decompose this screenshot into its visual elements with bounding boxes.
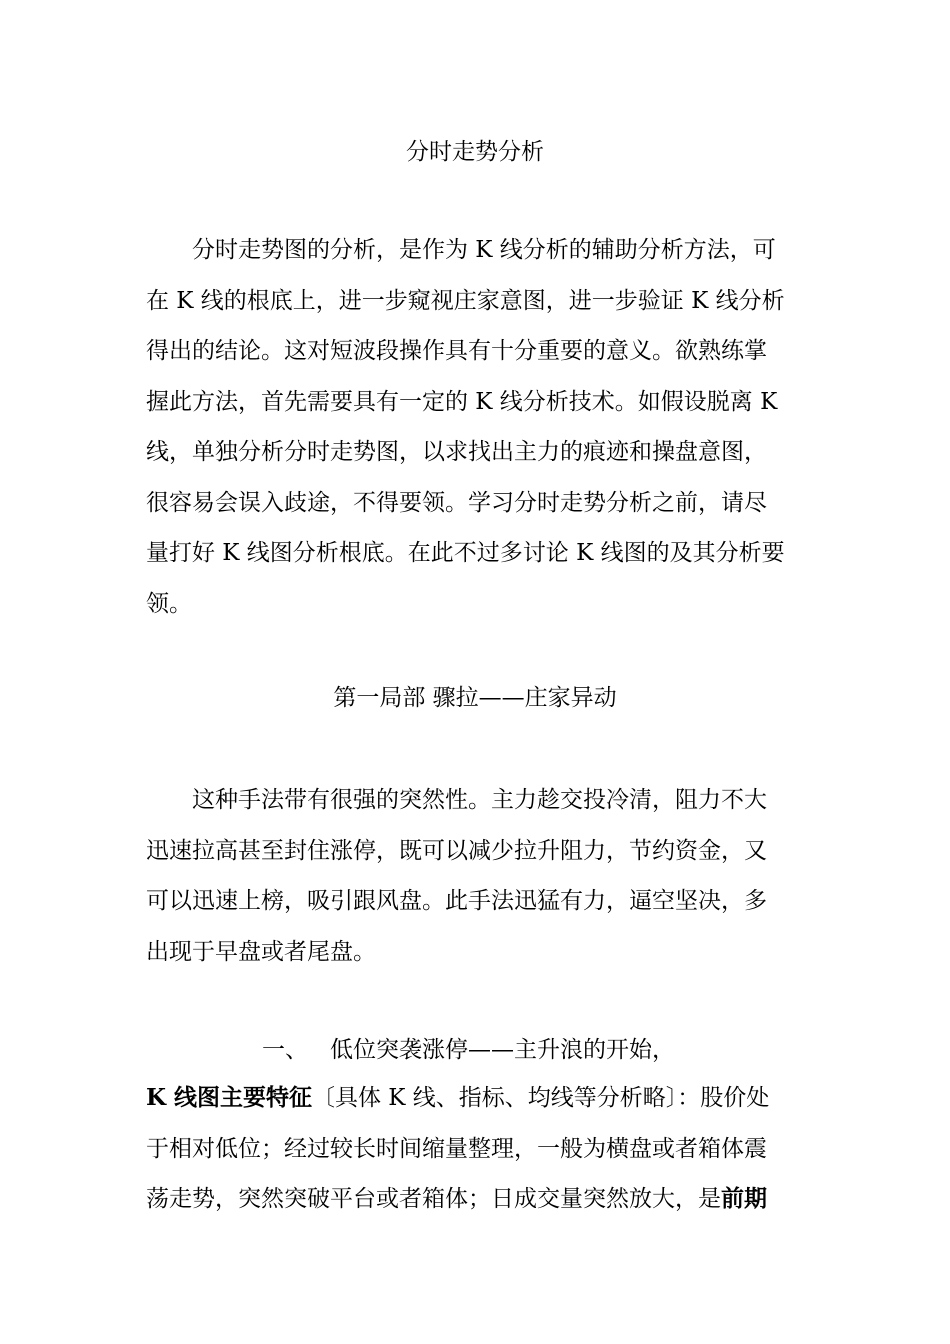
- intro-line: 量打好 K 线图分析根底。在此不过多讨论 K 线图的及其分析要: [146, 540, 785, 566]
- section-line: 这种手法带有很强的突然性。主力趁交投冷清，阻力不大: [192, 787, 767, 813]
- feature-paragraph: [146, 1073, 810, 1225]
- feature-line-text: 〔具体 K 线、指标、均线等分析略〕：股价处: [312, 1085, 770, 1111]
- feature-line: [146, 1174, 810, 1225]
- section-heading: 第一局部 骤拉——庄家异动: [333, 685, 617, 711]
- document-title: 分时走势分析: [406, 139, 544, 165]
- list-item-title: 低位突袭涨停——主升浪的开始，: [330, 1037, 675, 1063]
- feature-emphasis: 前期: [721, 1185, 767, 1212]
- section-paragraph: [146, 775, 810, 977]
- intro-line: 分时走势图的分析，是作为 K 线分析的辅助分析方法，可: [192, 237, 776, 263]
- intro-line: 线，单独分析分时走势图，以求找出主力的痕迹和操盘意图，: [146, 439, 767, 465]
- list-item-number: 一、: [262, 1037, 308, 1063]
- intro-line: 领。: [146, 590, 192, 617]
- section-line: 出现于早盘或者尾盘。: [146, 938, 376, 965]
- feature-line-text: 荡走势，突然突破平台或者箱体；日成交量突然放大，是: [146, 1186, 721, 1212]
- feature-line: 于相对低位；经过较长时间缩量整理，一般为横盘或者箱体震: [146, 1135, 767, 1162]
- intro-line: 得出的结论。这对短波段操作具有十分重要的意义。欲熟练掌: [146, 338, 767, 364]
- intro-line: 很容易会误入歧途，不得要领。学习分时走势分析之前，请尽: [146, 489, 767, 516]
- feature-line: [146, 1073, 810, 1124]
- list-item-heading: [262, 1034, 675, 1066]
- section-line: 可以迅速上榜，吸引跟风盘。此手法迅猛有力，逼空坚决，多: [146, 888, 767, 914]
- intro-line: 握此方法，首先需要具有一定的 K 线分析技术。如假设脱离 K: [146, 388, 778, 415]
- intro-line: 在 K 线的根底上，进一步窥视庄家意图，进一步验证 K 线分析: [146, 287, 785, 314]
- section-line: 迅速拉高甚至封住涨停，既可以减少拉升阻力，节约资金，又: [146, 837, 767, 864]
- feature-label: K 线图主要特征: [146, 1084, 312, 1111]
- intro-paragraph: [146, 225, 810, 629]
